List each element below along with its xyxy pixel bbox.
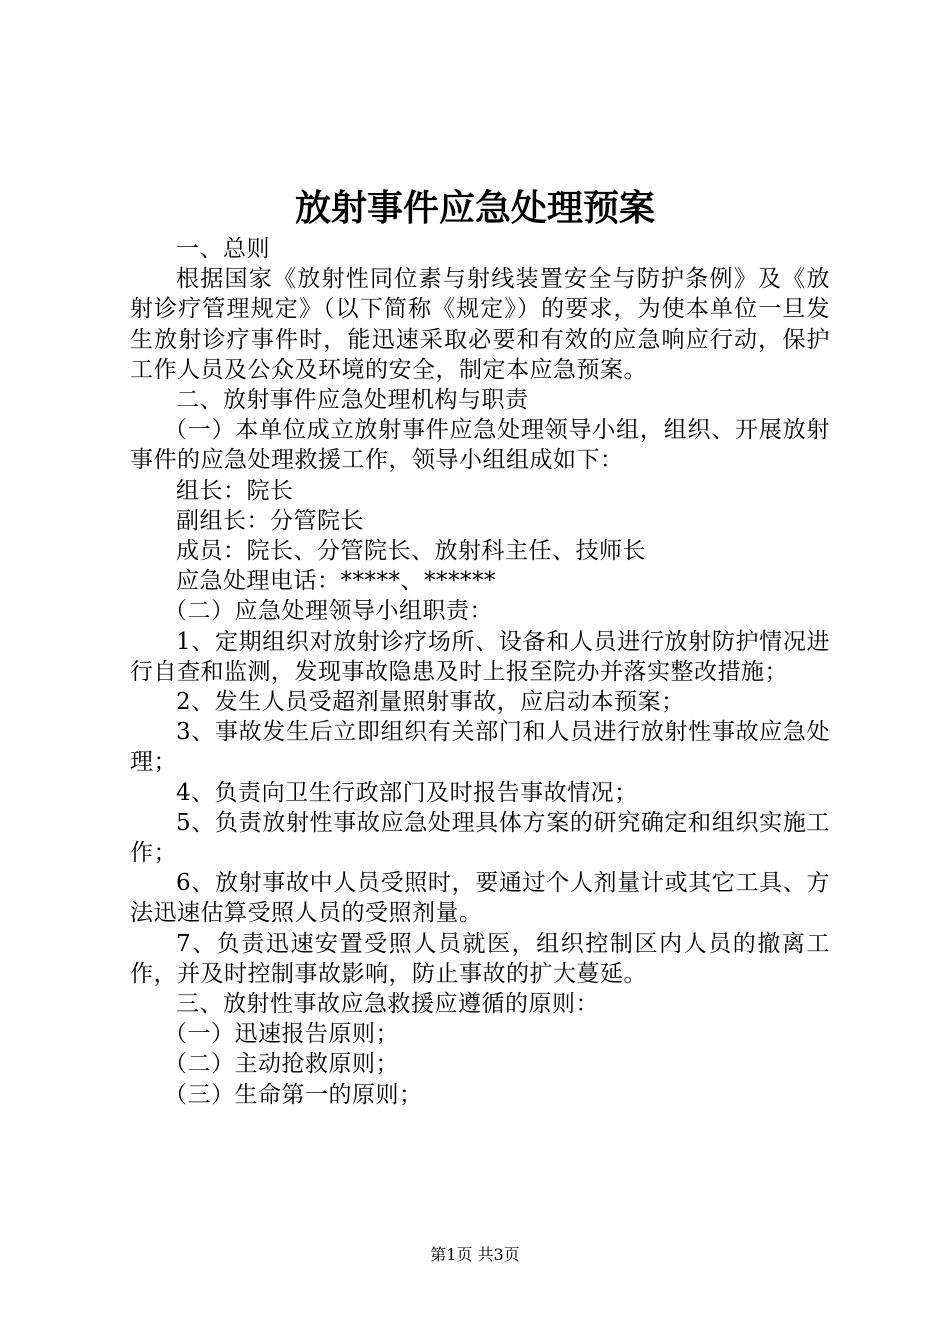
document-title: 放射事件应急处理预案: [294, 187, 655, 229]
list-item: 1、定期组织对放射诊疗场所、设备和人员进行放射防护情况进行自查和监测，发现事故隐患及时上报至院办并落实整改措施；: [130, 628, 830, 685]
list-item: （三）生命第一的原则；: [164, 1081, 423, 1108]
list-item: 5、负责放射性事故应急处理具体方案的研究确定和组织实施工作；: [130, 809, 830, 867]
list-item: 6、放射事故中人员受照时，要通过个人剂量计或其它工具、方法迅速估算受照人员的受照剂量。: [130, 870, 830, 927]
subsection-heading-duties: （二）应急处理领导小组职责：: [164, 598, 493, 625]
line-emergency-phone: 应急处理电话：*****、******: [176, 568, 496, 595]
line-group-leader: 组长：院长: [176, 477, 294, 504]
list-item: （一）迅速报告原则；: [164, 1021, 399, 1048]
list-item: （二）主动抢救原则；: [164, 1051, 399, 1078]
section-heading-general: 一、总则: [176, 236, 270, 262]
paragraph-leadership-group: （一）本单位成立放射事件应急处理领导小组，组织、开展放射事件的应急处理救援工作，领导小组组成如下：: [130, 417, 830, 474]
list-item: 4、负责向卫生行政部门及时报告事故情况；: [176, 779, 638, 806]
list-item: 7、负责迅速安置受照人员就医，组织控制区内人员的撤离工作，并及时控制事故影响，防止事故的扩大蔓延。: [130, 930, 830, 987]
section-heading-principles: 三、放射性事故应急救援应遵循的原则：: [176, 991, 599, 1018]
line-deputy-leader: 副组长：分管院长: [176, 507, 364, 534]
line-members: 成员：院长、分管院长、放射科主任、技师长: [176, 538, 646, 565]
paragraph-purpose: 根据国家《放射性同位素与射线装置安全与防护条例》及《放射诊疗管理规定》（以下简称《规定》）的要求，为使本单位一旦发生放射诊疗事件时，能迅速采取必要和有效的应急响应行动，保护工作人员及公众及环境的安全，制定本应急预案。: [130, 266, 830, 383]
page-number-footer: 第1页 共3页: [430, 1245, 520, 1264]
section-heading-organization: 二、放射事件应急处理机构与职责: [176, 387, 529, 414]
list-item: 2、发生人员受超剂量照射事故，应启动本预案；: [176, 689, 685, 716]
document-body: [130, 234, 830, 1110]
list-item: 3、事故发生后立即组织有关部门和人员进行放射性事故应急处理；: [130, 719, 830, 776]
